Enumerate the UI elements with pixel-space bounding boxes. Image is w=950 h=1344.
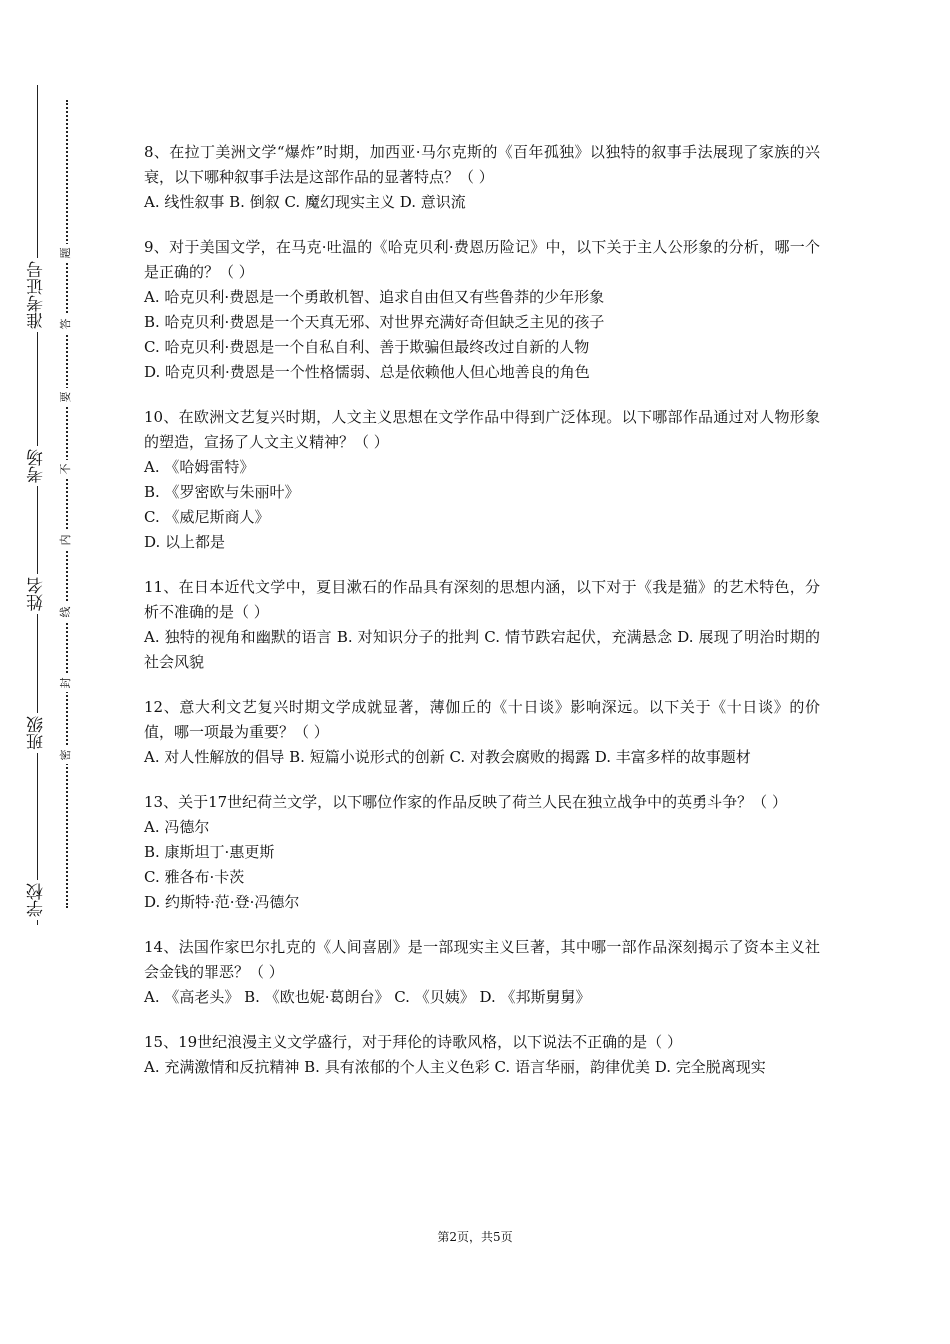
option-b: B. 《罗密欧与朱丽叶》 bbox=[144, 483, 300, 501]
option-b: B. 康斯坦丁·惠更斯 bbox=[144, 843, 275, 861]
question-10 bbox=[144, 405, 820, 555]
option-d: D. 约斯特·范·登·冯德尔 bbox=[144, 893, 300, 911]
question-stem: 8、在拉丁美洲文学“爆炸”时期，加西亚·马尔克斯的《百年孤独》以独特的叙事手法展现了家族的兴衰，以下哪种叙事手法是这部作品的显著特点？（ ） bbox=[144, 143, 820, 186]
question-8 bbox=[144, 140, 820, 215]
question-options: A. 独特的视角和幽默的语言 B. 对知识分子的批判 C. 情节跌宕起伏，充满悬念 D. 展现了明治时期的社会风貌 bbox=[144, 628, 820, 671]
seal-char-xian: 线 bbox=[59, 603, 73, 621]
question-9 bbox=[144, 235, 820, 385]
question-options: A. 充满激情和反抗精神 B. 具有浓郁的个人主义色彩 C. 语言华丽，韵律优美 D. 完全脱离现实 bbox=[144, 1058, 766, 1076]
binding-margin bbox=[0, 0, 100, 1344]
question-12 bbox=[144, 695, 820, 770]
binding-solid-line bbox=[37, 85, 38, 925]
option-c: C. 哈克贝利·费恩是一个自私自利、善于欺骗但最终改过自新的人物 bbox=[144, 338, 590, 356]
question-stem: 10、在欧洲文艺复兴时期，人文主义思想在文学作品中得到广泛体现。以下哪部作品通过对人物形象的塑造，宣扬了人文主义精神？（ ） bbox=[144, 408, 820, 451]
question-stem: 13、关于17世纪荷兰文学，以下哪位作家的作品反映了荷兰人民在独立战争中的英勇斗争？（ ） bbox=[144, 793, 787, 811]
page-footer: 第2页，共5页 bbox=[437, 1230, 513, 1244]
seal-char-nei: 内 bbox=[59, 531, 73, 549]
field-exam-room: 考场 bbox=[22, 446, 52, 486]
field-school: 学校 bbox=[22, 880, 52, 920]
seal-char-feng: 封 bbox=[59, 674, 73, 692]
question-options: A. 对人性解放的倡导 B. 短篇小说形式的创新 C. 对教会腐败的揭露 D. 丰富多样的故事题材 bbox=[144, 748, 751, 766]
question-stem: 14、法国作家巴尔扎克的《人间喜剧》是一部现实主义巨著，其中哪一部作品深刻揭示了资本主义社会金钱的罪恶？（ ） bbox=[144, 938, 820, 981]
field-name: 姓名 bbox=[22, 574, 52, 614]
option-b: B. 哈克贝利·费恩是一个天真无邪、对世界充满好奇但缺乏主见的孩子 bbox=[144, 313, 605, 331]
seal-char-yao: 要 bbox=[59, 388, 73, 406]
option-a: A. 冯德尔 bbox=[144, 818, 210, 836]
option-a: A. 哈克贝利·费恩是一个勇敢机智、追求自由但又有些鲁莽的少年形象 bbox=[144, 288, 605, 306]
option-d: D. 以上都是 bbox=[144, 533, 226, 551]
seal-char-mi: 密 bbox=[59, 746, 73, 764]
question-stem: 12、意大利文艺复兴时期文学成就显著，薄伽丘的《十日谈》影响深远。以下关于《十日谈》的价值，哪一项最为重要？（ ） bbox=[144, 698, 820, 741]
field-exam-number: 准考证号 bbox=[22, 258, 52, 332]
question-list bbox=[144, 140, 820, 1100]
question-stem: 15、19世纪浪漫主义文学盛行，对于拜伦的诗歌风格，以下说法不正确的是（ ） bbox=[144, 1033, 682, 1051]
question-13 bbox=[144, 790, 820, 915]
option-c: C. 《威尼斯商人》 bbox=[144, 508, 270, 526]
question-14 bbox=[144, 935, 820, 1010]
option-a: A. 《哈姆雷特》 bbox=[144, 458, 255, 476]
question-stem: 11、在日本近代文学中，夏目漱石的作品具有深刻的思想内涵，以下对于《我是猫》的艺术特色，分析不准确的是（ ） bbox=[144, 578, 820, 621]
seal-dotted-line bbox=[66, 100, 68, 908]
option-c: C. 雅各布·卡茨 bbox=[144, 868, 245, 886]
question-stem: 9、对于美国文学，在马克·吐温的《哈克贝利·费恩历险记》中，以下关于主人公形象的分析，哪一个是正确的？（ ） bbox=[144, 238, 820, 281]
seal-char-ti: 题 bbox=[59, 244, 73, 262]
question-options: A. 《高老头》 B. 《欧也妮·葛朗台》 C. 《贝姨》 D. 《邦斯舅舅》 bbox=[144, 988, 591, 1006]
question-options: A. 线性叙事 B. 倒叙 C. 魔幻现实主义 D. 意识流 bbox=[144, 193, 466, 211]
question-11 bbox=[144, 575, 820, 675]
seal-char-bu: 不 bbox=[59, 460, 73, 478]
field-class: 班级 bbox=[22, 713, 52, 753]
seal-char-da: 答 bbox=[59, 315, 73, 333]
question-15 bbox=[144, 1030, 820, 1080]
option-d: D. 哈克贝利·费恩是一个性格懦弱、总是依赖他人但心地善良的角色 bbox=[144, 363, 590, 381]
